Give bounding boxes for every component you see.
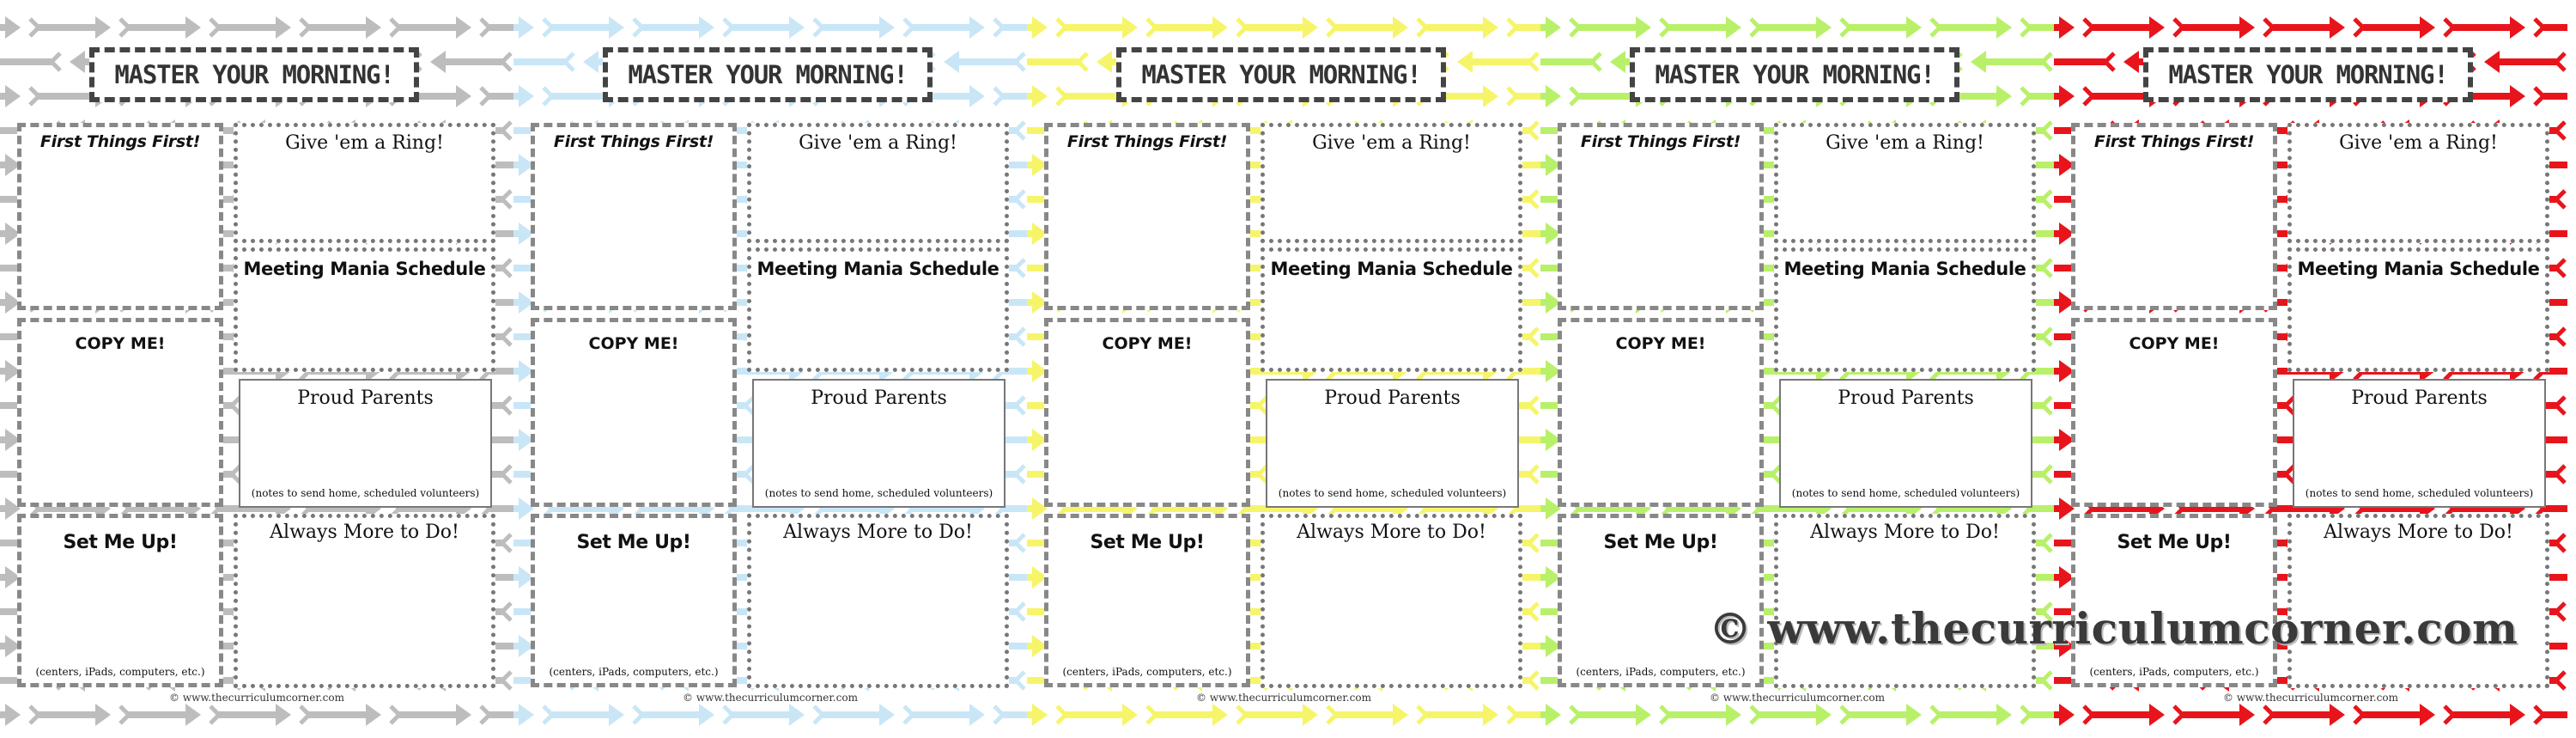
arrow-icon xyxy=(994,85,1027,107)
banner-title: MASTER YOUR MORNING! xyxy=(89,47,419,102)
proud-parents-heading: Proud Parents xyxy=(1324,387,1461,409)
proud-parents-box xyxy=(239,379,492,508)
meeting-mania-box xyxy=(1774,247,2036,372)
arrow-icon xyxy=(1540,704,1561,726)
arrow-icon xyxy=(724,704,805,726)
always-more-to-do-heading: Always More to Do! xyxy=(1810,521,2000,543)
first-things-first-box xyxy=(531,123,737,310)
arrow-icon xyxy=(1661,704,1741,726)
arrow-icon xyxy=(1418,704,1498,726)
arrow-icon xyxy=(1027,85,1048,107)
copy-me-heading: COPY ME! xyxy=(1615,334,1706,353)
arrow-icon xyxy=(0,85,21,107)
arrow-icon xyxy=(1508,16,1540,39)
proud-parents-note: (notes to send home, scheduled volunteers) xyxy=(1278,487,1507,499)
arrow-icon xyxy=(2354,16,2435,39)
arrow-icon xyxy=(2021,704,2054,726)
arrow-icon xyxy=(1237,16,1318,39)
arrow-icon xyxy=(1457,51,1538,73)
copy-me-box xyxy=(2071,318,2277,507)
set-me-up-box xyxy=(17,514,223,687)
arrow-icon xyxy=(1751,16,1832,39)
first-things-first-box xyxy=(1044,123,1250,310)
arrow-icon xyxy=(0,51,60,73)
footer-copyright: © www.thecurriculumcorner.com xyxy=(169,692,344,704)
always-more-to-do-heading: Always More to Do! xyxy=(1297,521,1486,543)
arrow-icon xyxy=(120,704,201,726)
always-more-to-do-heading: Always More to Do! xyxy=(270,521,459,543)
give-em-a-ring-box xyxy=(234,123,495,243)
set-me-up-heading: Set Me Up! xyxy=(63,532,178,553)
arrow-icon xyxy=(513,85,534,107)
give-em-a-ring-heading: Give 'em a Ring! xyxy=(1312,132,1471,154)
arrow-icon xyxy=(904,16,985,39)
copy-me-heading: COPY ME! xyxy=(588,334,679,353)
arrow-icon xyxy=(2535,85,2567,107)
planner-sheet-yellow xyxy=(1027,0,1540,738)
arrow-icon xyxy=(814,16,895,39)
copy-me-heading: COPY ME! xyxy=(75,334,166,353)
always-more-to-do-heading: Always More to Do! xyxy=(2324,521,2513,543)
meeting-mania-box xyxy=(234,247,495,372)
banner-title: MASTER YOUR MORNING! xyxy=(1630,47,1959,102)
arrow-icon xyxy=(2445,16,2525,39)
arrow-icon xyxy=(544,704,624,726)
arrow-icon xyxy=(391,16,471,39)
give-em-a-ring-box xyxy=(747,123,1009,243)
set-me-up-box xyxy=(1558,514,1764,687)
arrow-icon xyxy=(2445,704,2525,726)
arrow-icon xyxy=(2084,16,2165,39)
arrow-icon xyxy=(994,704,1027,726)
arrow-icon xyxy=(513,704,534,726)
give-em-a-ring-heading: Give 'em a Ring! xyxy=(285,132,444,154)
meeting-mania-box xyxy=(2287,247,2549,372)
always-more-to-do-box xyxy=(2287,514,2549,688)
footer-copyright: © www.thecurriculumcorner.com xyxy=(1196,692,1371,704)
arrow-icon xyxy=(1661,16,1741,39)
proud-parents-note: (notes to send home, scheduled volunteers) xyxy=(251,487,480,499)
proud-parents-box xyxy=(1779,379,2032,508)
proud-parents-note: (notes to send home, scheduled volunteers) xyxy=(2305,487,2534,499)
arrow-icon xyxy=(2264,704,2345,726)
copyright-watermark: © www.thecurriculumcorner.com xyxy=(1709,603,2518,654)
meeting-mania-box xyxy=(747,247,1009,372)
arrow-icon xyxy=(0,704,21,726)
arrow-icon xyxy=(1751,704,1832,726)
arrow-icon xyxy=(1931,704,2012,726)
arrow-icon xyxy=(2484,51,2565,73)
arrow-icon xyxy=(2054,85,2075,107)
arrow-icon xyxy=(2535,704,2567,726)
set-me-up-note: (centers, iPads, computers, etc.) xyxy=(2089,666,2259,678)
first-things-first-heading: First Things First! xyxy=(2093,132,2255,151)
arrow-icon xyxy=(1147,704,1228,726)
meeting-mania-heading: Meeting Mania Schedule xyxy=(243,259,486,279)
arrow-icon xyxy=(1508,85,1540,107)
arrow-icon xyxy=(120,16,201,39)
arrow-icon xyxy=(0,16,21,39)
arrow-icon xyxy=(1841,16,1922,39)
proud-parents-heading: Proud Parents xyxy=(297,387,434,409)
arrow-icon xyxy=(2054,16,2075,39)
proud-parents-box xyxy=(752,379,1005,508)
set-me-up-note: (centers, iPads, computers, etc.) xyxy=(549,666,719,678)
set-me-up-note: (centers, iPads, computers, etc.) xyxy=(1062,666,1232,678)
footer-copyright: © www.thecurriculumcorner.com xyxy=(1710,692,1885,704)
arrow-icon xyxy=(1057,704,1138,726)
arrow-icon xyxy=(30,16,111,39)
arrow-icon xyxy=(724,16,805,39)
arrow-icon xyxy=(1508,704,1540,726)
arrow-icon xyxy=(301,704,381,726)
meeting-mania-heading: Meeting Mania Schedule xyxy=(1783,259,2026,279)
planner-sheet-gray xyxy=(0,0,513,738)
copy-me-heading: COPY ME! xyxy=(1102,334,1193,353)
set-me-up-box xyxy=(2071,514,2277,687)
arrow-icon xyxy=(1147,16,1228,39)
always-more-to-do-box xyxy=(1774,514,2036,688)
set-me-up-heading: Set Me Up! xyxy=(576,532,691,553)
arrow-icon xyxy=(1057,16,1138,39)
proud-parents-heading: Proud Parents xyxy=(1838,387,1974,409)
arrow-icon xyxy=(2174,704,2255,726)
footer-copyright: © www.thecurriculumcorner.com xyxy=(683,692,858,704)
meeting-mania-box xyxy=(1261,247,1522,372)
arrow-icon xyxy=(1571,16,1651,39)
arrow-icon xyxy=(391,704,471,726)
first-things-first-box xyxy=(1558,123,1764,310)
arrow-icon xyxy=(944,51,1024,73)
arrow-icon xyxy=(994,16,1027,39)
planner-sheet-light-blue xyxy=(513,0,1027,738)
arrow-icon xyxy=(544,16,624,39)
copy-me-heading: COPY ME! xyxy=(2129,334,2220,353)
proud-parents-note: (notes to send home, scheduled volunteers) xyxy=(764,487,993,499)
banner-title: MASTER YOUR MORNING! xyxy=(1116,47,1446,102)
banner-title: MASTER YOUR MORNING! xyxy=(603,47,933,102)
arrow-icon xyxy=(2021,85,2054,107)
arrow-icon xyxy=(1027,51,1087,73)
arrow-icon xyxy=(1418,16,1498,39)
copy-me-box xyxy=(1558,318,1764,507)
meeting-mania-heading: Meeting Mania Schedule xyxy=(2297,259,2540,279)
arrow-icon xyxy=(210,16,291,39)
meeting-mania-heading: Meeting Mania Schedule xyxy=(1270,259,1513,279)
give-em-a-ring-heading: Give 'em a Ring! xyxy=(2339,132,2498,154)
arrow-icon xyxy=(481,16,513,39)
arrow-icon xyxy=(2054,51,2114,73)
arrow-icon xyxy=(2174,16,2255,39)
arrow-icon xyxy=(2535,16,2567,39)
arrow-icon xyxy=(2054,704,2075,726)
arrow-icon xyxy=(513,16,534,39)
arrow-icon xyxy=(1027,16,1048,39)
arrow-icon xyxy=(301,16,381,39)
always-more-to-do-box xyxy=(234,514,495,688)
arrow-icon xyxy=(1027,704,1048,726)
always-more-to-do-heading: Always More to Do! xyxy=(783,521,973,543)
give-em-a-ring-heading: Give 'em a Ring! xyxy=(799,132,957,154)
set-me-up-note: (centers, iPads, computers, etc.) xyxy=(1576,666,1746,678)
arrow-icon xyxy=(1540,85,1561,107)
arrow-icon xyxy=(1327,704,1408,726)
proud-parents-note: (notes to send home, scheduled volunteers) xyxy=(1791,487,2020,499)
set-me-up-heading: Set Me Up! xyxy=(2117,532,2232,553)
set-me-up-heading: Set Me Up! xyxy=(1603,532,1718,553)
first-things-first-heading: First Things First! xyxy=(39,132,201,151)
always-more-to-do-box xyxy=(747,514,1009,688)
arrow-icon xyxy=(2354,704,2435,726)
first-things-first-box xyxy=(17,123,223,310)
first-things-first-box xyxy=(2071,123,2277,310)
arrow-icon xyxy=(30,704,111,726)
always-more-to-do-box xyxy=(1261,514,1522,688)
give-em-a-ring-box xyxy=(1774,123,2036,243)
arrow-icon xyxy=(481,85,513,107)
first-things-first-heading: First Things First! xyxy=(1066,132,1228,151)
arrow-icon xyxy=(634,16,714,39)
banner-title: MASTER YOUR MORNING! xyxy=(2143,47,2473,102)
set-me-up-heading: Set Me Up! xyxy=(1090,532,1205,553)
proud-parents-heading: Proud Parents xyxy=(2351,387,2488,409)
arrow-icon xyxy=(2021,16,2054,39)
give-em-a-ring-heading: Give 'em a Ring! xyxy=(1826,132,1984,154)
arrow-icon xyxy=(2264,16,2345,39)
arrow-icon xyxy=(513,51,574,73)
arrow-icon xyxy=(2084,704,2165,726)
arrow-icon xyxy=(1571,704,1651,726)
proud-parents-heading: Proud Parents xyxy=(811,387,947,409)
arrow-icon xyxy=(904,704,985,726)
footer-copyright: © www.thecurriculumcorner.com xyxy=(2223,692,2398,704)
arrow-icon xyxy=(634,704,714,726)
set-me-up-box xyxy=(1044,514,1250,687)
arrow-icon xyxy=(1327,16,1408,39)
arrow-icon xyxy=(814,704,895,726)
arrow-icon xyxy=(430,51,511,73)
arrow-icon xyxy=(1931,16,2012,39)
copy-me-box xyxy=(1044,318,1250,507)
copy-me-box xyxy=(531,318,737,507)
arrow-icon xyxy=(1237,704,1318,726)
arrow-icon xyxy=(1540,16,1561,39)
proud-parents-box xyxy=(2293,379,2546,508)
set-me-up-box xyxy=(531,514,737,687)
first-things-first-heading: First Things First! xyxy=(1580,132,1741,151)
arrow-icon xyxy=(1971,51,2051,73)
arrow-icon xyxy=(481,704,513,726)
set-me-up-note: (centers, iPads, computers, etc.) xyxy=(35,666,205,678)
proud-parents-box xyxy=(1266,379,1519,508)
arrow-icon xyxy=(1841,704,1922,726)
meeting-mania-heading: Meeting Mania Schedule xyxy=(756,259,999,279)
copy-me-box xyxy=(17,318,223,507)
arrow-icon xyxy=(1540,51,1601,73)
give-em-a-ring-box xyxy=(2287,123,2549,243)
give-em-a-ring-box xyxy=(1261,123,1522,243)
first-things-first-heading: First Things First! xyxy=(553,132,714,151)
arrow-icon xyxy=(210,704,291,726)
